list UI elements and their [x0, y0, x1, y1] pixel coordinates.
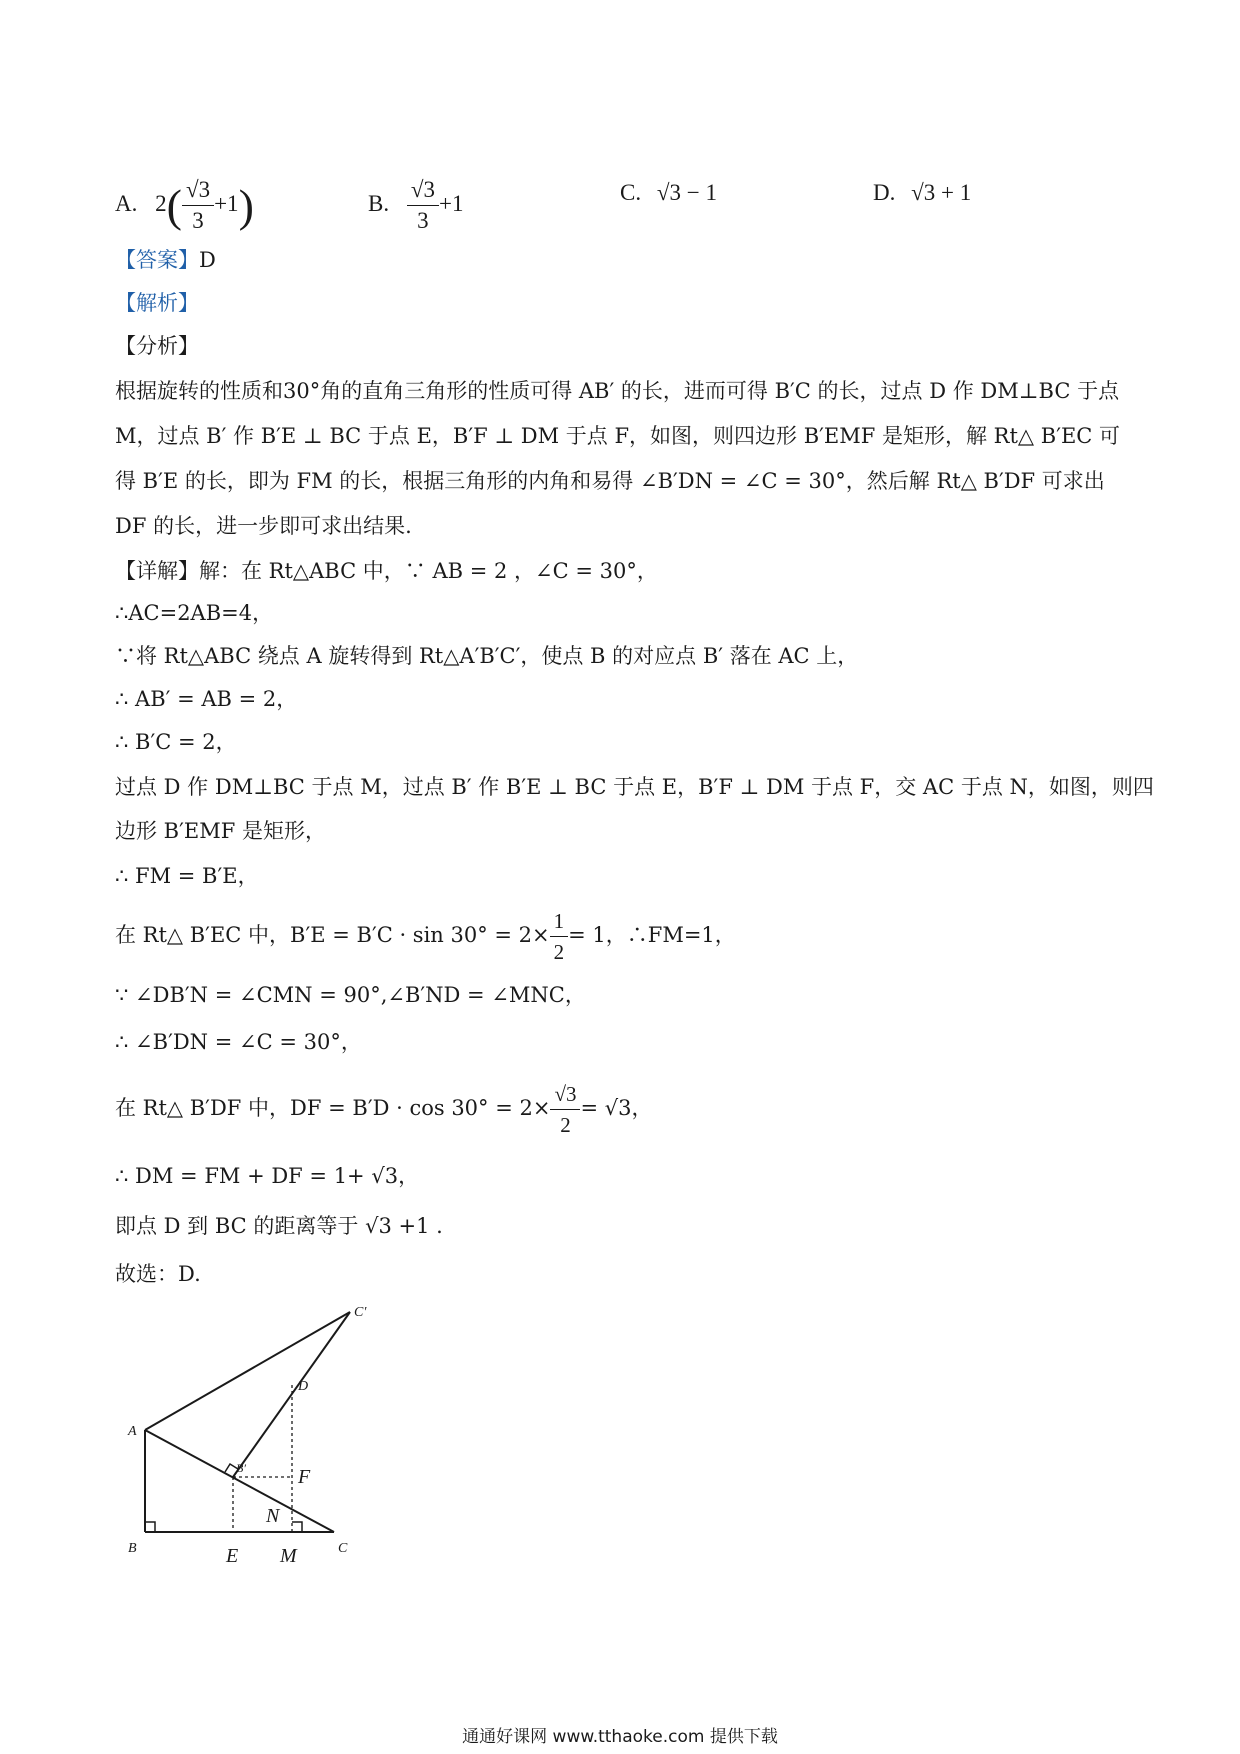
detail-text-1: 解：在 Rt△ABC 中，∵ AB = 2 ，∠C = 30°， [199, 559, 658, 583]
analysis-tag: 【解析】 [115, 291, 199, 315]
calc1-tail: = 1，∴FM=1， [568, 923, 736, 947]
label-n: N [266, 1505, 280, 1527]
calc1-line [115, 905, 736, 971]
detail2-line-1: ∵ ∠DB′N = ∠CMN = 90°,∠B′ND = ∠MNC， [115, 983, 586, 1007]
detail-line-4: ∴ AB′ = AB = 2， [115, 687, 298, 711]
option-b-label: B. [368, 190, 390, 216]
detail3-line-3: 故选：D. [115, 1262, 201, 1286]
option-a-label: A. [115, 190, 138, 216]
calc1-fraction [550, 906, 569, 967]
calc2-prefix: 在 Rt△ B′DF 中， [115, 1096, 291, 1120]
detail-tag: 【详解】 [115, 559, 199, 583]
calc1-num: 1 [550, 906, 569, 937]
detail-line-6: 过点 D 作 DM⊥BC 于点 M，过点 B′ 作 B′E ⊥ BC 于点 E，B′F ⊥ DM 于点 F，交 AC 于点 N，如图，则四 [115, 775, 1154, 799]
option-b-fraction [407, 175, 439, 236]
fenxi-line-3: 得 B′E 的长，即为 FM 的长，根据三角形的内角和易得 ∠B′DN = ∠C = 30°，然后解 Rt△ B′DF 可求出 [115, 469, 1105, 493]
calc1-prefix: 在 Rt△ B′EC 中， [115, 923, 291, 947]
label-e: E [226, 1545, 239, 1567]
calc2-den: 2 [560, 1113, 571, 1137]
option-b [368, 175, 463, 236]
option-c-label: C. [620, 180, 642, 205]
label-m: M [280, 1545, 297, 1567]
calc1-expr: B′E = B′C · sin 30° = 2× [290, 923, 550, 947]
detail2-line-2: ∴ ∠B′DN = ∠C = 30°， [115, 1030, 362, 1054]
option-c [620, 180, 717, 206]
detail-line-3: ∵将 Rt△ABC 绕点 A 旋转得到 Rt△A′B′C′，使点 B 的对应点 B′ 落在 AC 上， [115, 644, 859, 668]
calc2-fraction [550, 1079, 580, 1140]
label-f: F [298, 1466, 311, 1488]
footer: 通通好课网 www.tthaoke.com 提供下载 [462, 1727, 778, 1747]
option-b-tail: +1 [438, 190, 464, 216]
label-a: A [128, 1424, 137, 1439]
option-a-num: √3 [182, 175, 214, 206]
option-b-num: √3 [407, 175, 439, 206]
detail3-line-2: 即点 D 到 BC 的距离等于 √3 +1 . [115, 1214, 443, 1238]
right-angle-m [292, 1522, 302, 1532]
fenxi-line-4: DF 的长，进一步即可求出结果. [115, 514, 412, 538]
calc1-den: 2 [553, 940, 565, 964]
fenxi-line-2: M，过点 B′ 作 B′E ⊥ BC 于点 E，B′F ⊥ DM 于点 F，如图，则四边形 B′EMF 是矩形，解 Rt△ B′EC 可 [115, 424, 1121, 448]
detail-line-7: 边形 B′EMF 是矩形， [115, 819, 326, 843]
answer-tag: 【答案】 [115, 248, 199, 272]
calc2-expr: DF = B′D · cos 30° = 2× [290, 1096, 551, 1120]
label-c: C [338, 1541, 348, 1556]
option-a-tail: +1 [214, 190, 239, 216]
answer-value: D [199, 248, 216, 272]
detail-line-2: ∴AC=2AB=4， [115, 601, 274, 625]
calc2-line [115, 1078, 653, 1144]
option-a-den: 3 [192, 208, 204, 233]
option-d [873, 180, 971, 206]
fenxi-tag: 【分析】 [115, 334, 199, 358]
calc2-num: √3 [550, 1079, 580, 1110]
label-c1: C′ [354, 1305, 367, 1320]
detail-line-5: ∴ B′C = 2， [115, 730, 237, 754]
option-c-expr: √3 − 1 [656, 180, 717, 205]
label-b: B [128, 1541, 137, 1556]
label-d: D [298, 1379, 309, 1394]
option-d-expr: √3 + 1 [911, 180, 972, 205]
segment-ac1 [145, 1312, 350, 1430]
option-b-den: 3 [417, 208, 429, 233]
option-d-label: D. [873, 180, 896, 205]
detail-line-1 [115, 556, 658, 586]
answer-line [115, 245, 216, 275]
detail3-line-1: ∴ DM = FM + DF = 1+ √3， [115, 1164, 420, 1188]
option-a-fraction [182, 175, 214, 236]
label-b1: B′ [236, 1461, 246, 1475]
option-a-coef: 2 [155, 190, 167, 216]
fenxi-line-1: 根据旋转的性质和30°角的直角三角形的性质可得 AB′ 的长，进而可得 B′C 的长，过点 D 作 DM⊥BC 于点 [115, 379, 1120, 403]
right-angle-b [145, 1522, 155, 1532]
detail-line-8: ∴ FM = B′E， [115, 864, 259, 888]
geometry-figure [120, 1300, 380, 1580]
calc2-tail: = √3， [580, 1096, 653, 1120]
option-a: A. 2( $\frac{√3}{3}$ +1) [115, 175, 254, 236]
